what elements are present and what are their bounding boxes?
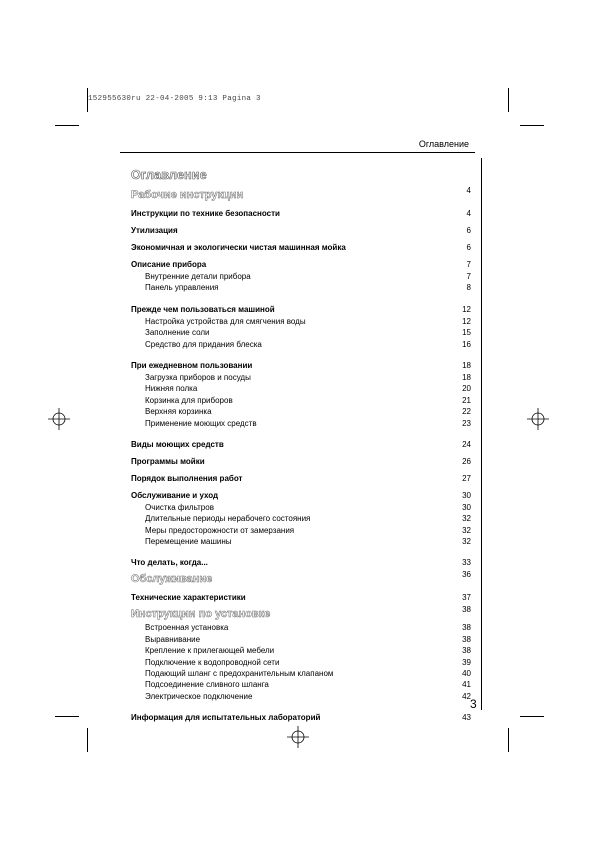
toc-entry-page: 8 [466,283,471,293]
registration-mark-icon [287,726,309,748]
toc-entry-page: 23 [462,418,471,428]
toc-entry-page: 7 [466,260,471,269]
toc-entry-page: 6 [466,226,471,235]
toc-entry-label: Экономичная и экологически чистая машинная мойка [131,243,346,252]
toc-entry-sub [131,514,471,525]
toc-entry-label: Рабочие инструкции [131,189,244,201]
toc-entry-label: Нижняя полка [145,384,198,394]
crop-mark [508,728,509,752]
toc-entry-label: Внутренние детали прибора [145,272,251,281]
toc-entry-page: 32 [462,514,471,524]
toc-entry-label: Средство для придания блеска [145,339,262,349]
toc-entry-topic [131,474,471,486]
crop-mark [87,88,88,112]
toc-entry-page: 38 [462,605,471,615]
toc-entry-page: 4 [466,186,471,195]
toc-entry-label: Инструкции по установке [131,608,271,621]
toc-entry-page: 12 [462,304,471,314]
toc-entry-page: 42 [462,691,471,701]
toc-entry-topic [131,457,471,469]
toc-entry-topic [131,713,471,725]
toc-entry-page: 7 [466,272,471,281]
crop-mark [520,125,544,126]
crop-mark [87,728,88,752]
toc-entry-sub [131,396,471,407]
toc-entry-label: Прежде чем пользоваться машиной [131,304,275,314]
toc-entry-label: Информация для испытательных лабораторий [131,713,321,723]
toc-entry-page: 38 [462,623,471,633]
toc-title: Оглавление [131,168,207,182]
toc-entry-label: Программы мойки [131,456,205,466]
toc-entry-page: 6 [466,243,471,252]
toc-entry-label: Что делать, когда... [131,558,208,568]
toc-entry-topic [131,558,471,570]
toc-entry-page: 4 [466,209,471,218]
toc-entry-page: 41 [462,680,471,690]
table-of-contents [131,168,471,725]
toc-entry-label: Верхняя корзинка [145,407,212,417]
toc-entry-page: 18 [462,372,471,382]
margin-rule [481,158,482,710]
toc-entry-sub [131,283,471,294]
toc-entry-page: 33 [462,558,471,568]
toc-entry-page: 36 [462,570,471,580]
page-number: 3 [470,697,477,711]
toc-entry-section [131,186,471,204]
toc-entry-sub [131,272,471,283]
toc-entry-sub [131,658,471,669]
toc-entry-page: 20 [462,384,471,394]
toc-entry-label: Виды моющих средств [131,439,224,449]
toc-entry-label: Заполнение соли [145,328,210,338]
toc-entry-label: Настройка устройства для смягчения воды [145,316,306,326]
toc-entry-label: Панель управления [145,283,219,293]
toc-entry-label: Очистка фильтров [145,502,214,512]
registration-mark-icon [48,408,70,430]
toc-entry-label: Обслуживание [131,573,213,586]
toc-entry-page: 39 [462,657,471,667]
toc-entry-sub [131,328,471,339]
toc-entry-page: 32 [462,525,471,535]
toc-entry-sub [131,407,471,418]
printer-slug: 152955630ru 22-04-2005 9:13 Pagina 3 [88,95,261,103]
toc-entry-page: 30 [462,502,471,512]
toc-entry-label: Встроенная установка [145,623,229,633]
toc-entry-label: Утилизация [131,226,178,235]
toc-entry-sub [131,669,471,680]
toc-entry-page: 43 [462,713,471,723]
running-header: Оглавление [418,139,469,149]
toc-entry-label: Электрическое подключение [145,691,253,701]
toc-entry-topic [131,361,471,373]
toc-entry-page: 40 [462,669,471,679]
toc-entry-topic [131,209,471,221]
toc-entry-sub [131,623,471,634]
toc-entry-page: 21 [462,395,471,405]
toc-entry-page: 32 [462,537,471,547]
toc-entry-label: Инструкции по технике безопасности [131,209,280,218]
header-rule [120,152,475,153]
crop-mark [55,716,79,717]
toc-entry-label: Выравнивание [145,634,201,644]
toc-entry-topic [131,226,471,238]
toc-entry-page: 18 [462,360,471,370]
toc-entry-sub [131,384,471,395]
toc-entry-sub [131,317,471,328]
toc-entry-sub [131,537,471,548]
toc-entry-page: 37 [462,593,471,603]
toc-entry-topic [131,305,471,317]
toc-entry-page: 26 [462,456,471,466]
toc-entry-page: 27 [462,473,471,483]
toc-entry-sub [131,635,471,646]
toc-entry-topic [131,491,471,503]
toc-entry-topic [131,593,471,605]
toc-entry-sub [131,503,471,514]
toc-list [131,186,471,725]
toc-entry-section [131,605,471,623]
toc-entry-label: Подсоединение сливного шланга [145,680,269,690]
toc-entry-label: Технические характеристики [131,593,246,603]
crop-mark [508,88,509,112]
toc-entry-label: При ежедневном пользовании [131,360,253,370]
toc-entry-topic [131,243,471,255]
toc-entry-sub [131,340,471,351]
toc-entry-label: Корзинка для приборов [145,395,233,405]
toc-entry-label: Длительные периоды нерабочего состояния [145,514,311,524]
toc-entry-page: 12 [462,316,471,326]
toc-entry-topic [131,260,471,272]
toc-entry-sub [131,373,471,384]
crop-mark [520,716,544,717]
toc-entry-sub [131,680,471,691]
toc-entry-page: 16 [462,339,471,349]
toc-entry-label: Обслуживание и уход [131,490,219,500]
toc-entry-label: Описание прибора [131,260,207,269]
toc-entry-sub [131,526,471,537]
toc-entry-page: 38 [462,646,471,656]
toc-entry-label: Подающий шланг с предохранительным клапаном [145,669,334,679]
toc-entry-sub [131,692,471,703]
toc-entry-label: Порядок выполнения работ [131,473,243,483]
toc-entry-label: Подключение к водопроводной сети [145,657,280,667]
toc-entry-topic [131,440,471,452]
toc-entry-page: 30 [462,490,471,500]
toc-entry-section [131,570,471,588]
toc-entry-label: Перемещение машины [145,537,232,547]
toc-entry-page: 22 [462,407,471,417]
toc-entry-label: Меры предосторожности от замерзания [145,525,295,535]
toc-entry-page: 38 [462,634,471,644]
toc-entry-sub [131,419,471,430]
toc-entry-label: Загрузка приборов и посуды [145,372,251,382]
crop-mark [55,125,79,126]
registration-mark-icon [527,408,549,430]
toc-entry-sub [131,646,471,657]
toc-entry-page: 24 [462,439,471,449]
toc-entry-page: 15 [462,328,471,338]
toc-entry-label: Применение моющих средств [145,418,257,428]
toc-entry-label: Крепление к прилегающей мебели [145,646,275,656]
